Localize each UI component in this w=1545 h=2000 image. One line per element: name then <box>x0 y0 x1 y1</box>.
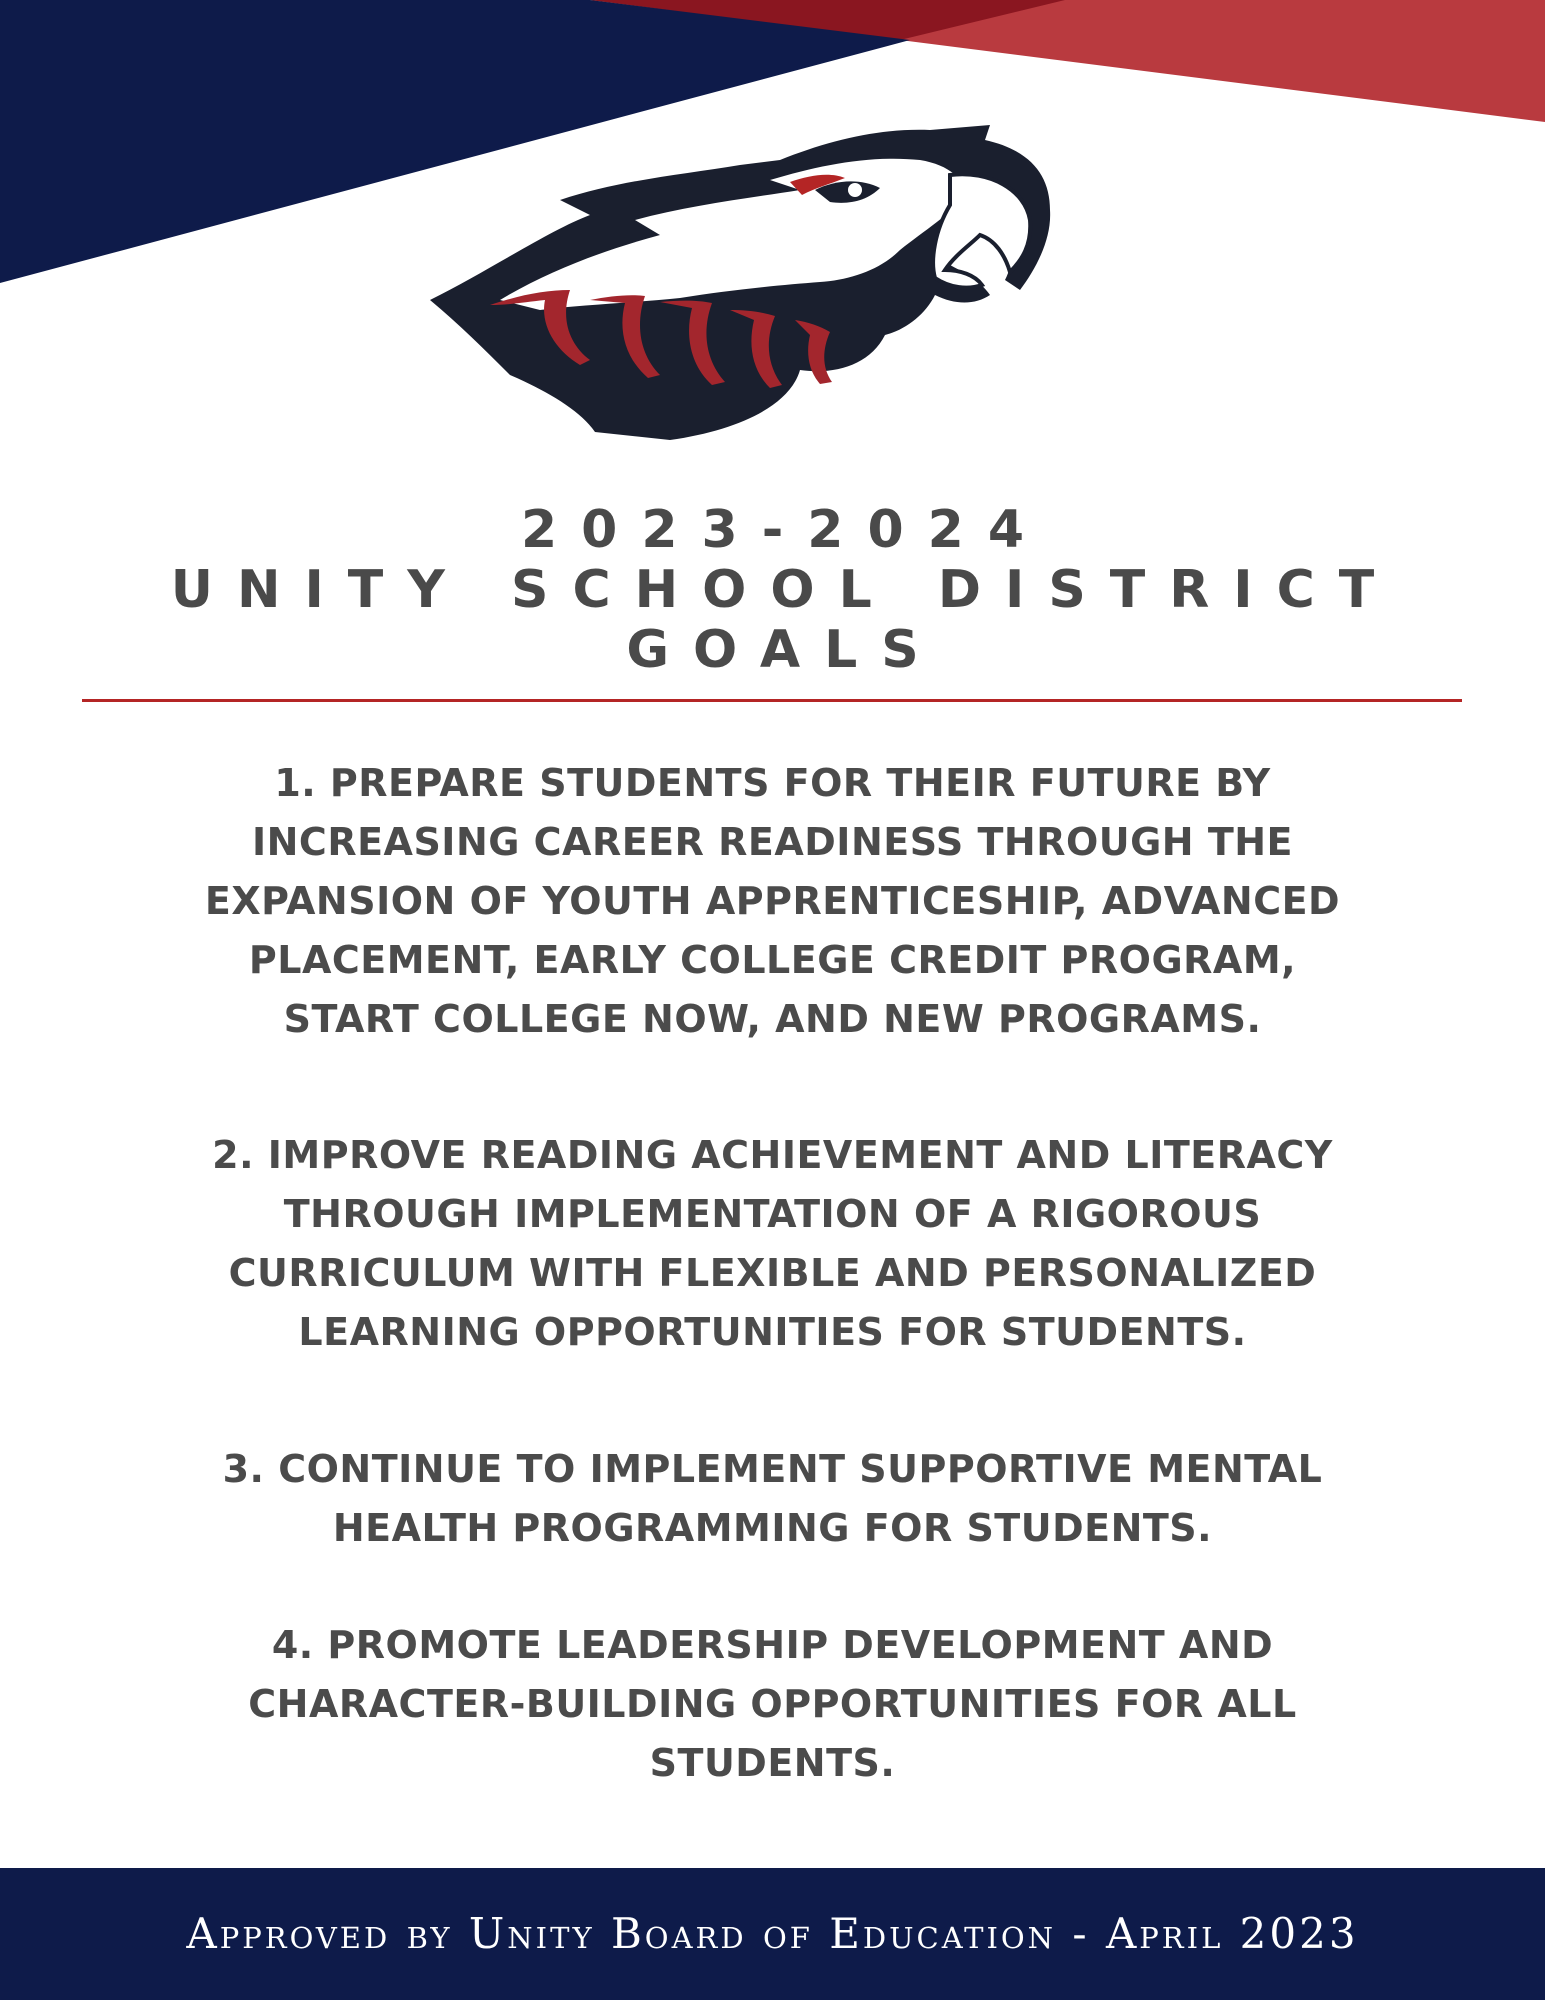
goal-line: STUDENTS. <box>649 1741 896 1785</box>
goal-line: HEALTH PROGRAMMING FOR STUDENTS. <box>332 1506 1213 1550</box>
eagle-head-icon <box>430 120 1130 450</box>
approval-note: Approved by Unity Board of Education - April 2023 <box>186 1909 1359 1958</box>
footer-bar <box>0 1868 1545 2000</box>
goal-line: LEARNING OPPORTUNITIES FOR STUDENTS. <box>298 1310 1247 1354</box>
goal-line: 4. PROMOTE LEADERSHIP DEVELOPMENT AND <box>271 1623 1274 1667</box>
title-year: 2023-2024 <box>520 500 1049 560</box>
document-title <box>0 500 1545 680</box>
title-district: UNITY SCHOOL DISTRICT <box>170 560 1399 620</box>
title-divider <box>82 699 1462 702</box>
goal-item-2 <box>170 1126 1375 1362</box>
goal-line: INCREASING CAREER READINESS THROUGH THE <box>251 820 1294 864</box>
goal-line: CURRICULUM WITH FLEXIBLE AND PERSONALIZED <box>228 1251 1317 1295</box>
goal-item-1 <box>170 754 1375 1049</box>
goal-line: 1. PREPARE STUDENTS FOR THEIR FUTURE BY <box>274 761 1271 805</box>
goal-line: 2. IMPROVE READING ACHIEVEMENT AND LITERACY <box>212 1133 1333 1177</box>
goal-line: CHARACTER-BUILDING OPPORTUNITIES FOR ALL <box>248 1682 1297 1726</box>
goal-item-4 <box>170 1616 1375 1793</box>
title-goals: GOALS <box>626 620 943 680</box>
goal-line: THROUGH IMPLEMENTATION OF A RIGOROUS <box>283 1192 1262 1236</box>
goal-line: 3. CONTINUE TO IMPLEMENT SUPPORTIVE MENTAL <box>222 1447 1323 1491</box>
goal-line: START COLLEGE NOW, AND NEW PROGRAMS. <box>283 997 1262 1041</box>
goal-line: PLACEMENT, EARLY COLLEGE CREDIT PROGRAM, <box>248 938 1297 982</box>
goal-line: EXPANSION OF YOUTH APPRENTICESHIP, ADVANCED <box>204 879 1341 923</box>
goal-item-3 <box>170 1440 1375 1558</box>
eagle-eye-pupil <box>848 183 862 197</box>
